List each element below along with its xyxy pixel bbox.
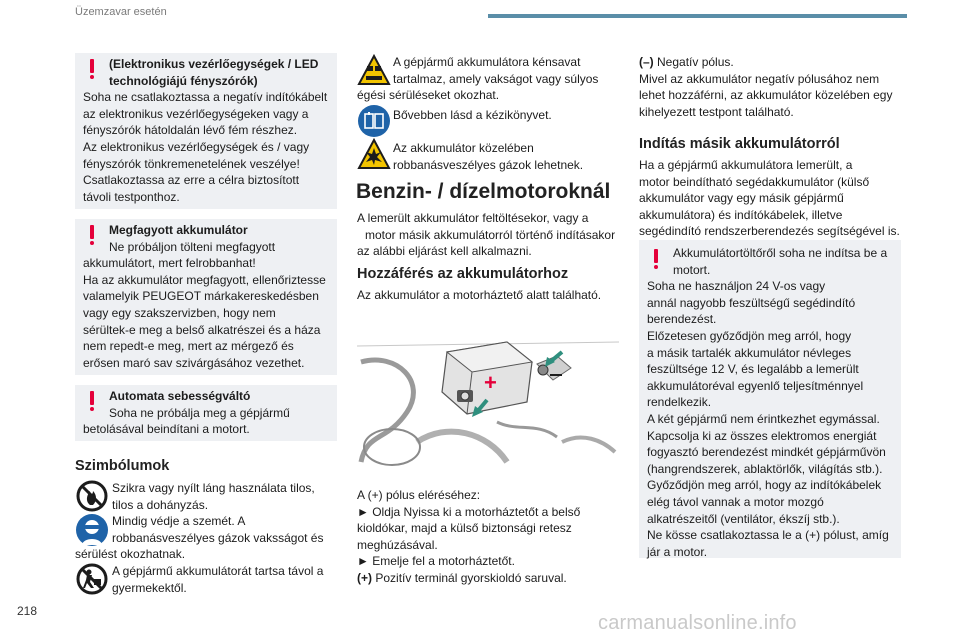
text-line: betolásával beindítani a motort. (83, 422, 250, 437)
text-line: az alábbi eljárást kell alkalmazni. (357, 244, 532, 259)
text-line: Az elektronikus vezérlőegységek és / vagy (83, 139, 310, 154)
subheading-jump-start: Indítás másik akkumulátorról (639, 136, 840, 152)
warning-heading: technológiájú fényszórók) (109, 73, 258, 88)
text-line: segédindító rendszerberendezés segítségével is. (639, 224, 900, 239)
step-raise-bonnet: ► Emelje fel a motorháztetőt. (357, 554, 515, 569)
text-line: meghúzásával. (357, 537, 438, 552)
warning-heading: Automata sebességváltó (109, 389, 251, 403)
text-line: lehet hozzáférni, az akkumulátor közelében egy (639, 88, 893, 103)
manual-book-icon (357, 104, 391, 138)
symbol-text-acid-wrap (357, 87, 499, 104)
text-line: annál nagyobb feszültségű segédindító (647, 295, 856, 310)
engine-bay-illustration (357, 322, 619, 472)
warning-box-ecu (75, 53, 337, 209)
text-line: rendelkezik. (647, 395, 712, 410)
text-line: Bővebben lásd a kézikönyvet. (393, 108, 552, 122)
text-line: motor beindítható segédakkumulátor (külső (639, 174, 870, 189)
no-flame-icon (75, 479, 109, 513)
text-line: tilos a dohányzás. (112, 497, 209, 512)
svg-text:+: + (484, 370, 497, 395)
text-line: A (+) pólus eléréséhez: (357, 488, 481, 502)
text-line: gyermekektől. (112, 580, 187, 595)
text-line: A gépjármű akkumulátorát tartsa távol a (112, 564, 324, 578)
text-line: vagy egy szakszervizben, hogy nem (83, 305, 276, 320)
warning-box-jump-start (639, 240, 901, 558)
text-line: akkumulátor vagy egy másik gépjármű (639, 191, 844, 206)
warning-heading: (Elektronikus vezérlőegységek / LED (109, 57, 319, 71)
text-line: kihelyezett testpont található. (639, 104, 794, 119)
text-line: (hangrendszerek, ablaktörlők, világítás stb.). (647, 461, 883, 476)
text-line: Akkumulátortöltőről soha ne indítsa be a (673, 246, 888, 260)
text-line: sérülést okozhatnak. (75, 547, 186, 561)
eye-protection-icon (75, 513, 109, 547)
text-line: valamelyik PEUGEOT márkakereskedésben (83, 289, 319, 304)
symbol-text-children (112, 563, 323, 596)
warning-box-automatic (75, 385, 337, 441)
symbol-text-gas (393, 140, 583, 173)
text-line: Soha ne próbálja meg a gépjármű (109, 405, 290, 420)
text-line: Ne kösse csatlakoztassa le a (+) pólust, amíg (647, 528, 889, 543)
minus-terminal-line (639, 54, 892, 71)
symbol-text-eye-protection-wrap (75, 546, 185, 563)
text-line: fogyasztó berendezést mindkét gépjárművön (647, 445, 886, 460)
header-accent-bar (488, 14, 907, 18)
symbol-text-eye-protection (112, 513, 323, 546)
text-line: Az akkumulátor közelében (393, 141, 534, 155)
text-line: a másik tartalék akkumulátor névleges (647, 345, 852, 360)
plus-terminal-steps (357, 487, 580, 587)
warning-heading: Megfagyott akkumulátor (109, 223, 248, 237)
warning-box-text (83, 56, 331, 205)
text-line: Ha a gépjármű akkumulátora lemerült, a (639, 158, 853, 172)
jump-start-paragraph (639, 157, 900, 240)
text-line: fényszórók tönkremenetelének veszélye! (83, 156, 300, 171)
text-line: Kapcsolja ki az összes elektromos energiát (647, 428, 877, 443)
text-line: Soha ne használjon 24 V-os vagy (647, 279, 826, 294)
text-line: feszültsége 12 V, és legalább a lemerült (647, 362, 859, 377)
text-line: jár a motor. (647, 544, 708, 559)
text-line: nem repedt-e meg, mert az mérgező és (83, 339, 294, 354)
warning-box-frozen (75, 219, 337, 375)
page-number: 218 (17, 604, 38, 618)
text-line: motort. (673, 262, 711, 277)
text-line: Mivel az akkumulátor negatív pólusához nem (639, 71, 880, 86)
text-line: fényszórók hátoldalán lévő fém részhez. (83, 123, 298, 138)
minus-text: Negatív pólus. (657, 55, 734, 69)
intro-paragraph (357, 210, 622, 260)
text-line: robbanásveszélyes gázok lehetnek. (393, 157, 584, 172)
text-line: A két gépjármű nem érintkezhet egymással. (647, 411, 880, 426)
plus-label: (+) (357, 570, 372, 585)
text-line: erősen maró sav szivárgásához vezethet. (83, 355, 305, 370)
text-line: Az akkumulátor a motorháztető alatt található. (357, 288, 602, 302)
step-open-bonnet: ► Oldja Nyissa ki a motorháztetőt a belső (357, 504, 581, 519)
text-line: kioldókar, majd a külső biztonsági retesz (357, 521, 572, 536)
text-line: Győződjön meg arról, hogy az indítókábelek (647, 478, 882, 493)
symbol-text-manual (393, 107, 552, 124)
subheading-battery-access: Hozzáférés az akkumulátorhoz (357, 266, 569, 282)
text-line: Szikra vagy nyílt láng használata tilos, (112, 481, 315, 495)
text-line: akkumulátort, mert felrobbanhat! (83, 256, 256, 271)
corrosive-acid-icon (357, 54, 391, 88)
text-line: akkumulátora) és indítókábelek, illetve (639, 207, 843, 222)
negative-terminal-text (639, 54, 892, 120)
text-line: tartalmaz, amely vakságot vagy súlyos (393, 71, 599, 86)
text-line: berendezést. (647, 312, 717, 327)
section-title-petrol-diesel: Benzin- / dízelmotoroknál (356, 180, 611, 203)
text-line: Előzetesen győződjön meg arról, hogy (647, 328, 852, 343)
text-line: Csatlakoztassa az erre a célra biztosított (83, 173, 300, 188)
text-line: távoli testponthoz. (83, 189, 180, 204)
access-text (357, 287, 601, 304)
text-line: A lemerült akkumulátor feltöltésekor, vagy a (357, 211, 589, 225)
text-line: motor másik akkumulátorról történő indításakor (365, 227, 616, 242)
text-line: égési sérüléseket okozhat. (357, 88, 500, 102)
text-line: Ne próbáljon tölteni megfagyott (109, 239, 276, 254)
text-line: alkatrészeitől (ventilátor, ékszíj stb.). (647, 511, 840, 526)
text-line: robbanásveszélyes gázok vaksságot és (112, 530, 324, 545)
text-line: akkumulátoréval egyenlő teljesítménnyel (647, 378, 864, 393)
text-line: az elektronikus vezérlőegységeken vagy a (83, 106, 309, 121)
watermark: carmanualsonline.info (598, 612, 797, 634)
text-line: Ha az akkumulátor megfagyott, ellenőriztesse (83, 272, 326, 287)
section-title: Üzemzavar esetén (75, 6, 167, 18)
minus-label: (–) (639, 55, 654, 69)
plus-terminal-line (357, 570, 580, 587)
text-line: elég távol vannak a motor mozgó (647, 494, 824, 509)
warning-box-text (83, 222, 331, 371)
text-line: A gépjármű akkumulátora kénsavat (393, 55, 581, 69)
text-line: Soha ne csatlakoztassa a negatív indítókábelt (83, 90, 328, 105)
plus-text: Pozitív terminál gyorskioldó saruval. (375, 570, 567, 585)
keep-children-away-icon (75, 562, 109, 596)
warning-box-text (83, 388, 331, 438)
explosive-gas-icon (357, 138, 391, 172)
warning-box-text (647, 245, 895, 560)
text-line: Mindig védje a szemét. A (112, 514, 246, 528)
symbol-text-acid (393, 54, 598, 87)
symbol-text-no-flame (112, 480, 315, 513)
text-line: sérültek-e meg a belső alkatrészei és a háza (83, 322, 321, 337)
symbols-heading: Szimbólumok (75, 458, 170, 474)
